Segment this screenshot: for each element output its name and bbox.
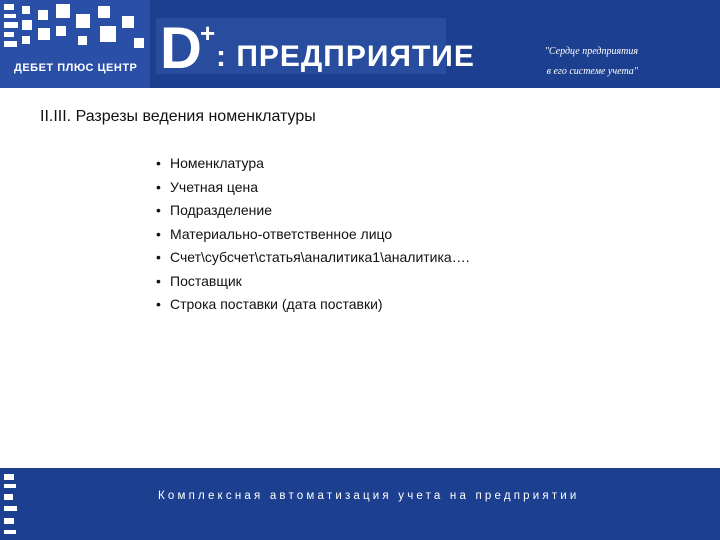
list-item-text: Материально-ответственное лицо [170,225,393,242]
list-item [156,246,470,270]
list-item [156,223,470,247]
list-item [156,199,470,223]
bullet-icon: • [156,155,161,171]
decorative-squares [0,0,150,58]
slide-title: II.III. Разрезы ведения номенклатуры [40,108,316,125]
company-name: ДЕБЕТ ПЛЮС ЦЕНТР [14,62,138,74]
logo-letter: D [160,16,202,81]
footer-slogan: Комплексная автоматизация учета на предприятии [158,490,580,502]
list-item-text: Поставщик [170,272,242,289]
list-item-text: Номенклатура [170,155,264,171]
logo-plus: + [200,18,216,48]
tagline-line-1: "Сердце предприятия [544,46,638,57]
list-item [156,152,470,176]
list-item [156,270,470,294]
list-item-text: Счет\субсчет\статья\аналитика1\аналитика…. [170,249,470,265]
footer-banner [0,468,720,540]
header-banner [0,0,720,88]
list-item-text: Учетная цена [170,178,259,195]
bullet-list [156,152,470,317]
list-item [156,293,470,317]
decorative-stripes [0,468,40,540]
list-item-text: Подразделение [170,202,273,218]
tagline [545,42,638,82]
company-panel [0,0,150,88]
bullet-icon: • [156,296,161,312]
bullet-icon: • [156,249,161,265]
bullet-icon: • [156,178,161,195]
logo-product-name: : ПРЕДПРИЯТИЕ [216,40,475,73]
list-item-text: Строка поставки (дата поставки) [170,296,383,312]
bullet-icon: • [156,202,161,218]
list-item [156,176,470,200]
bullet-icon: • [156,272,161,289]
tagline-line-2: в его системе учета" [546,66,638,77]
bullet-icon: • [156,225,161,242]
